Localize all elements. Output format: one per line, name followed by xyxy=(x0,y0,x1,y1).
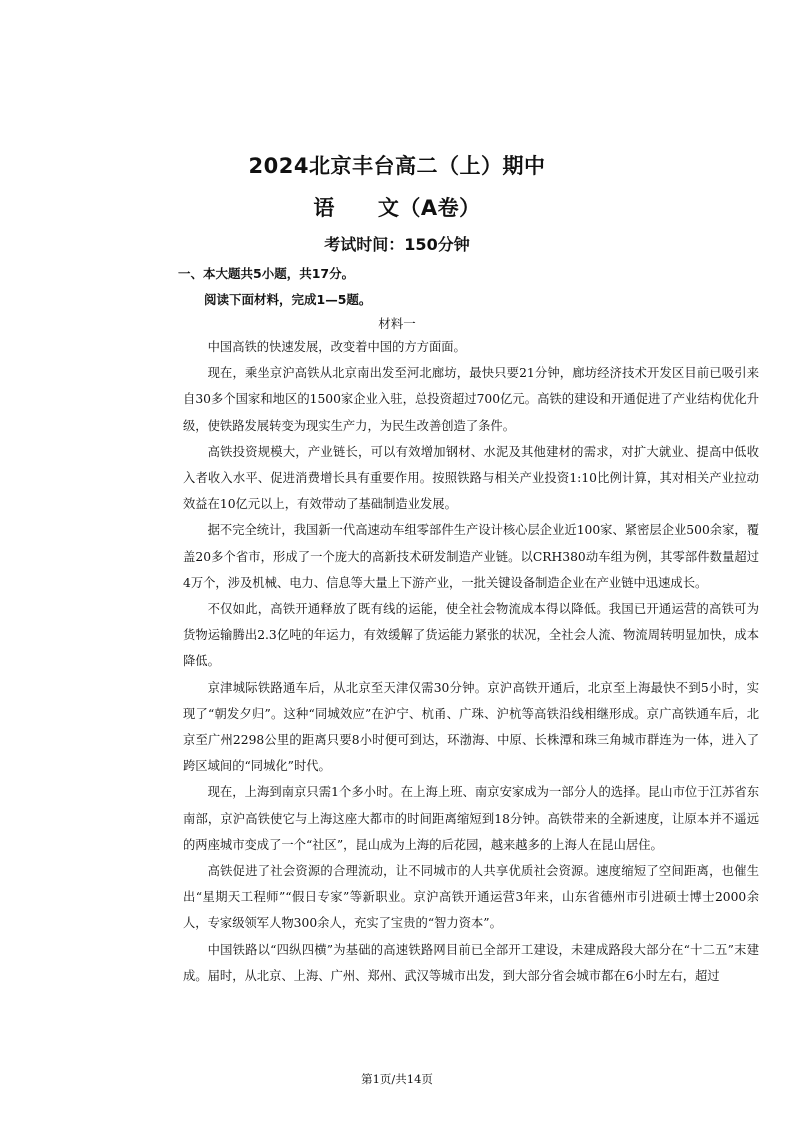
paragraph: 据不完全统计，我国新一代高速动车组零部件生产设计核心层企业近100家、紧密层企业500余家，覆盖20多个省市，形成了一个庞大的高新技术研发制造产业链。以CRH380动车组为例，其零部件数量超过4万个，涉及机械、电力、信息等大量上下游产业，一批关键设备制造企业在产业链中迅速成长。 xyxy=(183,523,759,590)
section-heading: 一、本大题共5小题，共17分。 xyxy=(178,266,355,281)
material-body xyxy=(183,334,759,989)
page-number: 第1页/共14页 xyxy=(361,1072,433,1086)
paragraph: 现在，乘坐京沪高铁从北京南出发至河北廊坊，最快只要21分钟，廊坊经济技术开发区目前已吸引来自30多个国家和地区的1500家企业入驻，总投资超过700亿元。高铁的建设和开通促进了产业结构优化升级，使铁路发展转变为现实生产力，为民生改善创造了条件。 xyxy=(183,366,759,433)
exam-time: 考试时间：150分钟 xyxy=(324,235,470,254)
paragraph: 现在，上海到南京只需1个多小时。在上海上班、南京安家成为一部分人的选择。昆山市位于江苏省东南部，京沪高铁使它与上海这座大都市的时间距离缩短到18分钟。高铁带来的全新速度，让原本并不遥远的两座城市变成了一个“社区”，昆山成为上海的后花园，越来越多的上海人在昆山居住。 xyxy=(183,785,759,852)
paragraph: 中国铁路以“四纵四横”为基础的高速铁路网目前已全部开工建设，未建成路段大部分在“十二五”末建成。届时，从北京、上海、广州、郑州、武汉等城市出发，到大部分省会城市都在6小时左右，超过 xyxy=(183,942,759,983)
paragraph: 京津城际铁路通车后，从北京至天津仅需30分钟。京沪高铁开通后，北京至上海最快不到5小时，实现了“朝发夕归”。这种“同城效应”在沪宁、杭甬、广珠、沪杭等高铁沿线相继形成。京广高铁通车后，北京至广州2298公里的距离只要8小时便可到达，环渤海、中原、长株潭和珠三角城市群连为一体，进入了跨区域间的“同城化”时代。 xyxy=(183,680,759,774)
paragraph: 高铁投资规模大，产业链长，可以有效增加钢材、水泥及其他建材的需求，对扩大就业、提高中低收入者收入水平、促进消费增长具有重要作用。按照铁路与相关产业投资1:10比例计算，其对相关产业拉动效益在10亿元以上，有效带动了基础制造业发展。 xyxy=(183,444,759,512)
material-label: 材料一 xyxy=(378,316,416,331)
paragraph: 高铁促进了社会资源的合理流动，让不同城市的人共享优质社会资源。速度缩短了空间距离，也催生出“星期天工程师”“假日专家”等新职业。京沪高铁开通运营3年来，山东省德州市引进硕士博士2000余人，专家级领军人物300余人，充实了宝贵的“智力资本”。 xyxy=(183,864,759,931)
subject-title: 语 文（A卷） xyxy=(313,196,481,220)
exam-title: 2024北京丰台高二（上）期中 xyxy=(248,154,546,178)
paragraph: 中国高铁的快速发展，改变着中国的方方面面。 xyxy=(207,340,466,354)
paragraph: 不仅如此，高铁开通释放了既有线的运能，使全社会物流成本得以降低。我国已开通运营的高铁可为货物运输腾出2.3亿吨的年运力，有效缓解了货运能力紧张的状况，全社会人流、物流周转明显加快，成本降低。 xyxy=(183,602,759,669)
section-instruction: 阅读下面材料，完成1—5题。 xyxy=(204,292,372,307)
